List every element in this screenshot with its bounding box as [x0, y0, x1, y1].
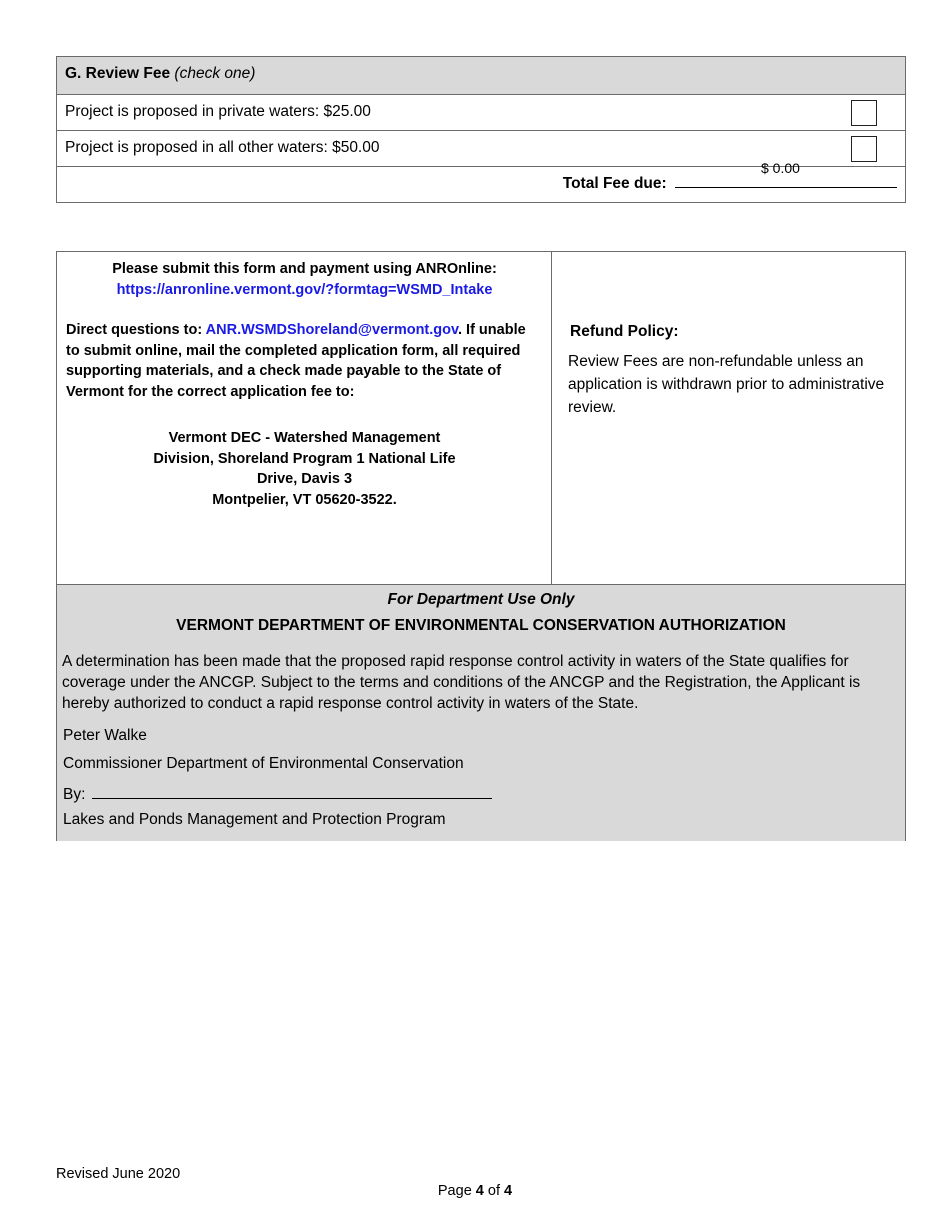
- signature-field[interactable]: [92, 783, 492, 799]
- program-name: Lakes and Ponds Management and Protection Program: [63, 811, 446, 828]
- submit-line: Please submit this form and payment using ANROnline:: [112, 261, 497, 277]
- refund-policy: [552, 252, 905, 584]
- address-line: Division, Shoreland Program 1 National Life: [153, 450, 456, 467]
- fee-option-label: Project is proposed in private waters: $25.00: [65, 103, 371, 120]
- fee-option-label: Project is proposed in all other waters: $50.00: [65, 139, 380, 156]
- private-waters-checkbox[interactable]: [851, 100, 877, 126]
- submit-block: [57, 259, 552, 300]
- mailing-address: [57, 428, 552, 510]
- email-link[interactable]: ANR.WSMDShoreland@vermont.gov: [205, 322, 458, 338]
- fee-header-row: [57, 57, 905, 94]
- department-title: For Department Use Only: [387, 591, 575, 608]
- refund-title: Refund Policy:: [570, 323, 679, 340]
- address-line: Drive, Davis 3: [256, 471, 353, 487]
- commissioner-name: Peter Walke: [63, 727, 147, 744]
- page-of: of: [487, 1183, 500, 1199]
- fee-title-note: (check one): [174, 65, 256, 82]
- total-fee-label: Total Fee due:: [562, 175, 667, 192]
- fee-option-private: [57, 94, 905, 130]
- commissioner-role: Commissioner Department of Environmental Conservation: [63, 755, 464, 772]
- page-word: Page: [437, 1183, 472, 1199]
- fee-title: G. Review Fee: [65, 65, 171, 82]
- other-waters-checkbox[interactable]: [851, 136, 877, 162]
- review-fee-table: [56, 56, 906, 203]
- refund-text: Review Fees are non-refundable unless an application is withdrawn prior to administrative review.: [568, 353, 885, 416]
- questions-block: [66, 320, 542, 402]
- authorization-text: A determination has been made that the proposed rapid response control activity in waters of the State qualifies for coverage under the ANCGP. Subject to the terms and conditions of the ANCGP and the Registration, the Applicant is hereby authorized to conduct a rapid response control activity in waters of the State.: [62, 653, 861, 712]
- signature-line: [63, 783, 492, 804]
- by-label: By:: [63, 786, 86, 803]
- anronline-link[interactable]: https://anronline.vermont.gov/?formtag=WSMD_Intake: [116, 281, 493, 298]
- total-fee-line: [675, 171, 897, 188]
- fee-total-row: [57, 166, 905, 202]
- total-fee-input[interactable]: [761, 160, 871, 176]
- address-line: Montpelier, VT 05620-3522.: [212, 491, 397, 508]
- authorization-heading: VERMONT DEPARTMENT OF ENVIRONMENTAL CONSERVATION AUTHORIZATION: [176, 617, 786, 634]
- page-total: 4: [504, 1183, 513, 1199]
- address-line: Vermont DEC - Watershed Management: [168, 430, 441, 446]
- department-use-section: [57, 584, 905, 841]
- questions-prefix: Direct questions to:: [66, 322, 203, 338]
- revised-date: Revised June 2020: [56, 1166, 181, 1182]
- page-number: [0, 1183, 950, 1199]
- total-fee: [563, 167, 897, 201]
- page-current: 4: [475, 1183, 484, 1199]
- submission-instructions: [57, 252, 552, 584]
- submission-box: [56, 251, 906, 841]
- questions-rest: . If unable to submit online, mail the completed application form, all required supporting materials, and a check made payable to the State of Vermont for the correct application fee to:: [66, 322, 526, 400]
